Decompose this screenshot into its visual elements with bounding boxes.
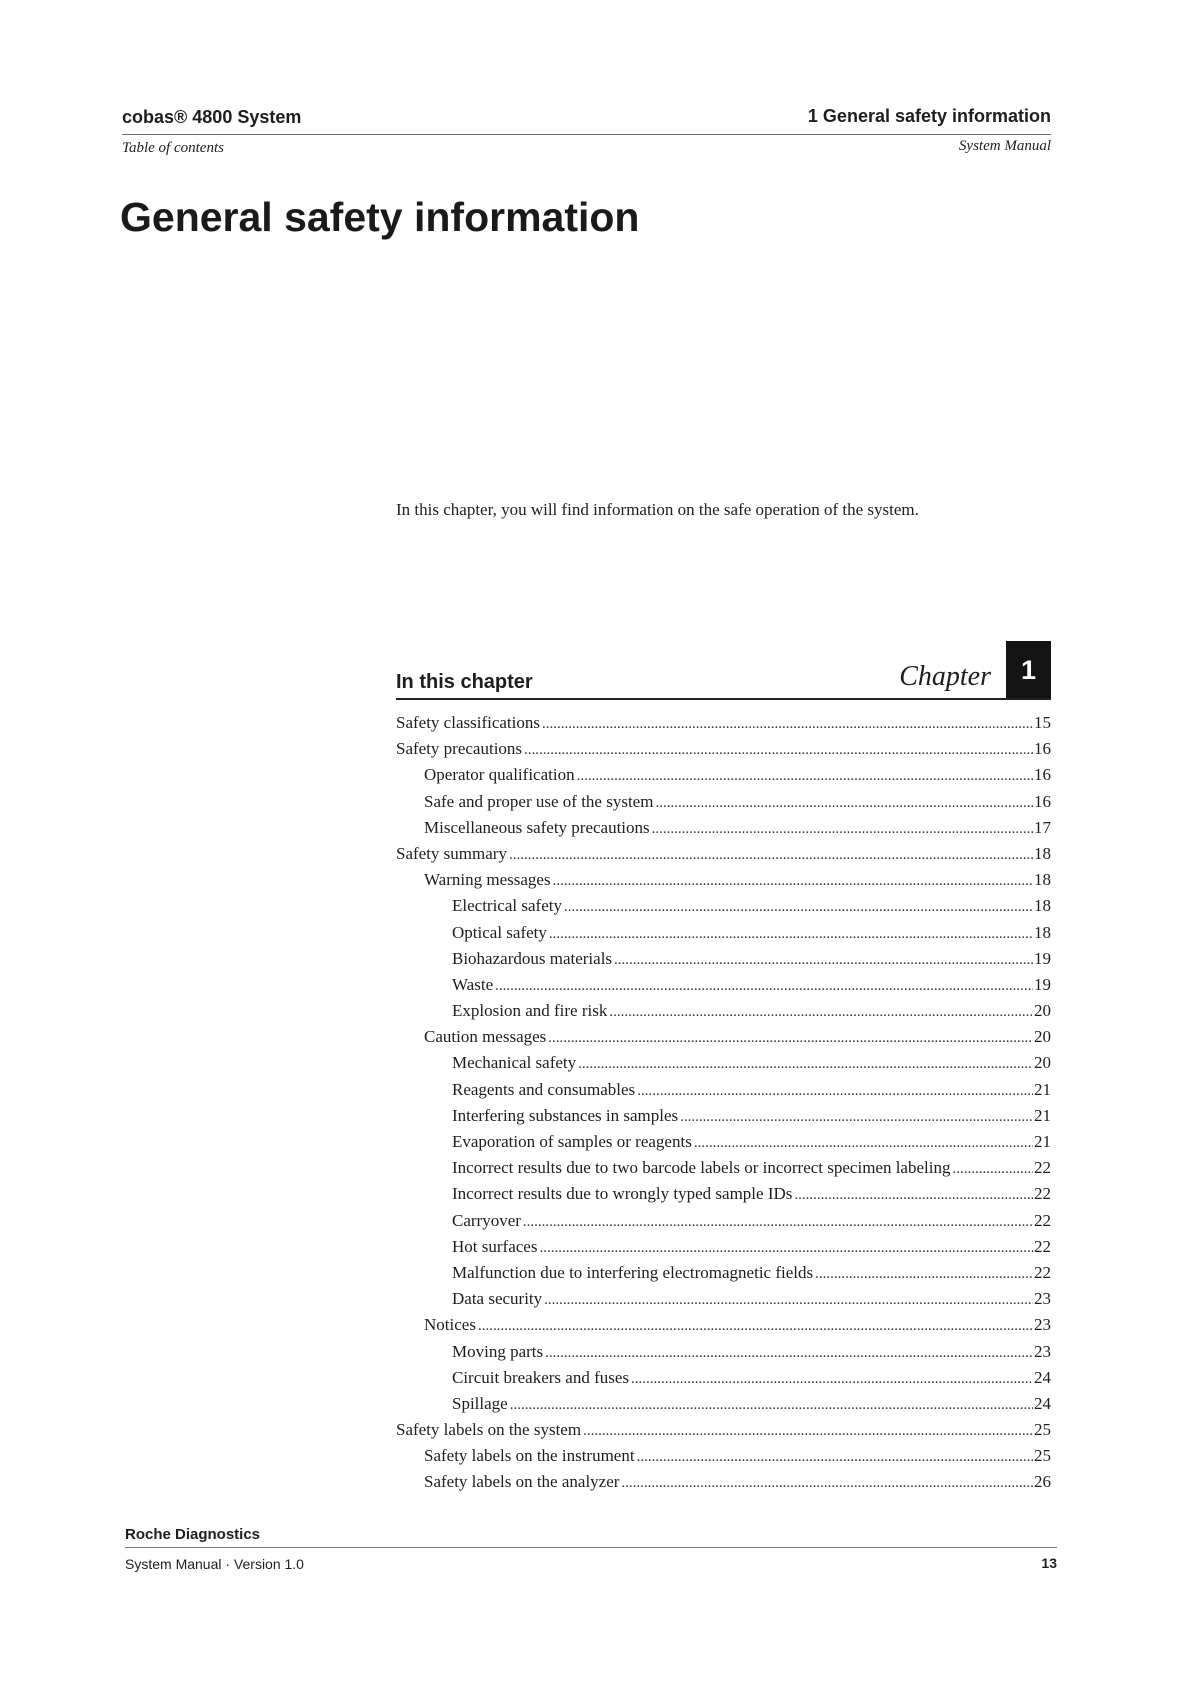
dot-leader: [631, 1366, 1033, 1392]
toc-entry-page: 21: [1034, 1105, 1051, 1125]
toc-entry-page: 21: [1034, 1079, 1051, 1099]
toc-entry-title: Spillage: [452, 1393, 508, 1413]
toc-entry-page: 22: [1034, 1210, 1051, 1230]
toc-entry-page: 19: [1034, 948, 1051, 968]
dot-leader: [553, 868, 1033, 894]
toc-entry-title: Electrical safety: [452, 896, 562, 916]
chapter-number: 1: [1020, 655, 1037, 685]
toc-subentry: [396, 762, 1051, 788]
toc-entry: [396, 736, 1051, 762]
toc-entry-page: 26: [1034, 1472, 1051, 1492]
toc-entry-title: Safety summary: [396, 843, 507, 863]
toc-entry-page: 23: [1034, 1341, 1051, 1361]
toc-subsubentry: [396, 1155, 1051, 1181]
toc-subsubentry: [396, 972, 1051, 998]
toc-entry-title: Carryover: [452, 1210, 521, 1230]
toc-entry: [396, 1417, 1051, 1443]
page-number: 13: [1041, 1555, 1057, 1571]
toc-entry-title: Incorrect results due to two barcode labels or incorrect specimen labeling: [452, 1158, 951, 1178]
toc-entry-title: Data security: [452, 1289, 543, 1309]
toc-subsubentry: [396, 1365, 1051, 1391]
toc-entry-page: 22: [1034, 1236, 1051, 1256]
dot-leader: [621, 1470, 1033, 1496]
toc-subsubentry: [396, 1234, 1051, 1260]
toc-entry-title: Biohazardous materials: [452, 948, 613, 968]
dot-leader: [609, 999, 1033, 1025]
toc-entry-title: Hot surfaces: [452, 1236, 538, 1256]
footer-company: Roche Diagnostics: [125, 1526, 261, 1543]
toc-entry-title: Safety labels on the analyzer: [424, 1472, 620, 1492]
dot-leader: [539, 1235, 1033, 1261]
toc-entry-title: Malfunction due to interfering electromagnetic fields: [452, 1262, 814, 1282]
dot-leader: [583, 1418, 1033, 1444]
toc-entry-page: 15: [1034, 713, 1051, 732]
toc-entry: [396, 710, 1051, 736]
toc-subentry: [396, 1469, 1051, 1495]
toc-entry-title: Safety classifications: [396, 713, 540, 732]
toc-subentry: [396, 1024, 1051, 1050]
toc-entry-title: Optical safety: [452, 922, 547, 942]
toc-subsubentry: [396, 920, 1051, 946]
dot-leader: [577, 763, 1033, 789]
toc-entry-title: Notices: [424, 1315, 476, 1335]
dot-leader: [614, 947, 1033, 973]
toc-subsubentry: [396, 1339, 1051, 1365]
dot-leader: [655, 790, 1033, 816]
toc-entry-title: Circuit breakers and fuses: [452, 1367, 630, 1387]
chapter-intro: In this chapter, you will find information on the safe operation of the system.: [396, 500, 919, 519]
toc-entry-title: Caution messages: [424, 1027, 547, 1047]
dot-leader: [952, 1156, 1033, 1182]
toc-entry-page: 23: [1034, 1315, 1051, 1335]
dot-leader: [544, 1287, 1033, 1313]
dot-leader: [637, 1078, 1033, 1104]
toc-subsubentry: [396, 1129, 1051, 1155]
toc-entry-title: Safety precautions: [396, 739, 523, 759]
dot-leader: [637, 1444, 1033, 1470]
toc-entry-page: 19: [1034, 974, 1051, 994]
dot-leader: [495, 973, 1033, 999]
toc-subsubentry: [396, 1286, 1051, 1312]
toc-entry-page: 25: [1034, 1420, 1051, 1440]
dot-leader: [680, 1104, 1033, 1130]
toc-subsubentry: [396, 946, 1051, 972]
toc-entry-page: 18: [1034, 843, 1051, 863]
toc-entry-page: 22: [1034, 1158, 1051, 1178]
toc-entry-title: Interfering substances in samples: [452, 1105, 679, 1125]
table-of-contents: [396, 710, 1051, 1496]
toc-entry-title: Moving parts: [452, 1341, 544, 1361]
dot-leader: [478, 1313, 1033, 1339]
toc-entry-title: Evaporation of samples or reagents: [452, 1132, 692, 1151]
toc-entry-page: 21: [1034, 1132, 1051, 1151]
running-header-manual: System Manual: [958, 138, 1051, 154]
toc-entry-title: Reagents and consumables: [452, 1079, 636, 1099]
toc-entry-page: 17: [1034, 817, 1051, 837]
toc-subsubentry: [396, 1391, 1051, 1417]
toc-entry-page: 24: [1034, 1367, 1051, 1387]
toc-subentry: [396, 815, 1051, 841]
toc-entry-title: Safety labels on the system: [396, 1420, 582, 1440]
toc-entry: [396, 841, 1051, 867]
toc-entry-title: Safe and proper use of the system: [424, 791, 654, 811]
toc-entry-title: Warning messages: [424, 870, 551, 890]
toc-entry-title: Miscellaneous safety precautions: [424, 817, 650, 837]
toc-subsubentry: [396, 1077, 1051, 1103]
page-title: General safety information: [120, 194, 640, 240]
dot-leader: [545, 1340, 1033, 1366]
header-rule: [122, 134, 1051, 135]
toc-entry-title: Explosion and fire risk: [452, 1001, 608, 1021]
footer-rule: [125, 1547, 1057, 1548]
chapter-number-badge: [1006, 641, 1051, 699]
dot-leader: [509, 842, 1033, 868]
toc-heading-rule: [396, 698, 1051, 700]
dot-leader: [548, 1025, 1033, 1051]
toc-entry-page: 25: [1034, 1446, 1051, 1466]
toc-entry-page: 22: [1034, 1184, 1051, 1204]
running-header-product: cobas® 4800 System: [122, 107, 302, 127]
toc-subsubentry: [396, 998, 1051, 1024]
dot-leader: [815, 1261, 1033, 1287]
dot-leader: [564, 894, 1033, 920]
footer-manual-version: System Manual · Version 1.0: [125, 1556, 304, 1572]
dot-leader: [523, 1209, 1033, 1235]
toc-subentry: [396, 1312, 1051, 1338]
toc-subentry: [396, 1443, 1051, 1469]
toc-entry-page: 23: [1034, 1289, 1051, 1309]
toc-entry-title: Mechanical safety: [452, 1053, 577, 1073]
running-header-chapter: 1 General safety information: [807, 106, 1051, 126]
toc-subentry: [396, 789, 1051, 815]
toc-entry-page: 16: [1034, 791, 1051, 811]
dot-leader: [549, 921, 1033, 947]
toc-entry-title: Safety labels on the instrument: [424, 1446, 635, 1466]
dot-leader: [652, 816, 1033, 842]
chapter-label: Chapter: [899, 661, 991, 692]
toc-entry-page: 20: [1034, 1053, 1051, 1073]
dot-leader: [794, 1182, 1033, 1208]
toc-entry-page: 24: [1034, 1393, 1051, 1413]
toc-subsubentry: [396, 1181, 1051, 1207]
toc-subsubentry: [396, 1208, 1051, 1234]
toc-entry-page: 18: [1034, 870, 1051, 890]
toc-subsubentry: [396, 1260, 1051, 1286]
toc-entry-page: 22: [1034, 1262, 1051, 1282]
toc-entry-page: 18: [1034, 922, 1051, 942]
toc-entry-title: Waste: [452, 974, 494, 994]
dot-leader: [510, 1392, 1033, 1418]
toc-entry-page: 20: [1034, 1001, 1051, 1021]
toc-entry-title: Incorrect results due to wrongly typed sample IDs: [452, 1184, 793, 1204]
toc-subsubentry: [396, 1050, 1051, 1076]
dot-leader: [578, 1051, 1033, 1077]
running-header-section: Table of contents: [122, 140, 224, 156]
toc-subsubentry: [396, 1103, 1051, 1129]
toc-entry-page: 18: [1034, 896, 1051, 916]
toc-entry-page: 16: [1034, 765, 1051, 785]
dot-leader: [524, 737, 1033, 763]
toc-entry-page: 20: [1034, 1027, 1051, 1047]
toc-heading: In this chapter: [396, 671, 533, 693]
toc-subentry: [396, 867, 1051, 893]
dot-leader: [694, 1130, 1033, 1156]
toc-entry-title: Operator qualification: [424, 765, 575, 785]
toc-subsubentry: [396, 893, 1051, 919]
dot-leader: [542, 711, 1033, 737]
toc-entry-page: 16: [1034, 739, 1051, 759]
